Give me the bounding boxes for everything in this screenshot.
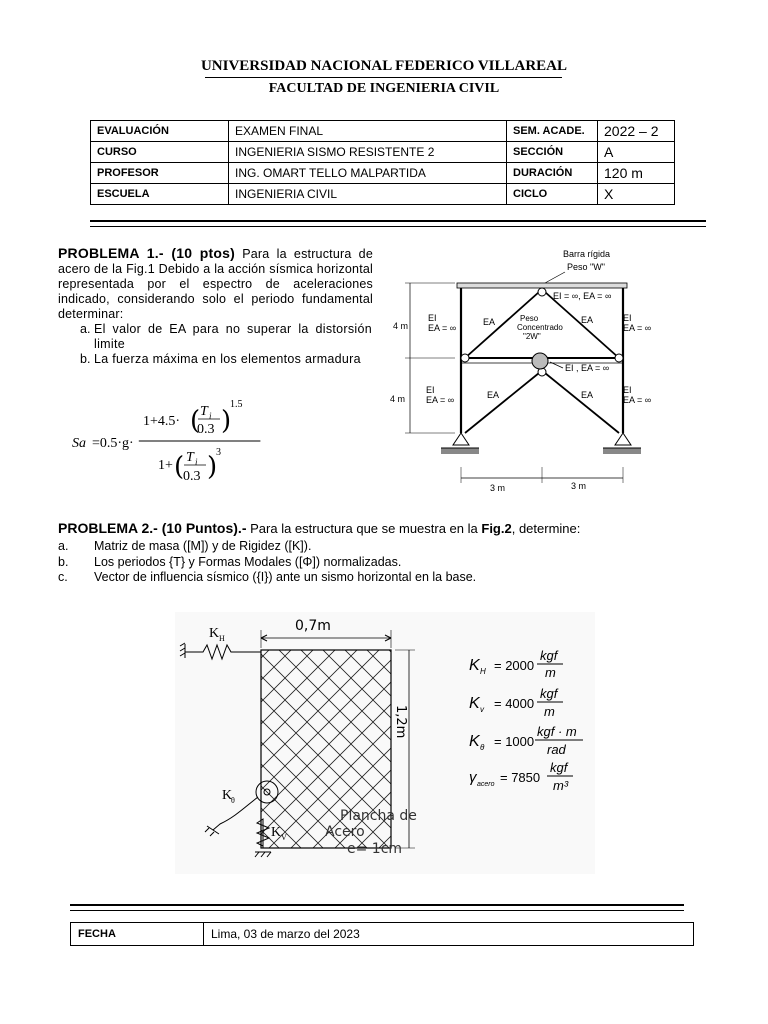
param-sub: H [480,667,486,676]
table-key: CURSO [91,142,229,163]
exam-info-table [90,120,675,205]
param-den: m [544,704,555,719]
table-value: INGENIERIA SISMO RESISTENTE 2 [229,142,507,163]
list-text: Los periodos {T} y Formas Modales ([Φ]) normalizadas. [94,555,402,569]
fig1-label-ei: EI [623,313,632,323]
list-label: a. [58,539,69,553]
table-value: 120 m [598,163,675,184]
param-sub: acero [477,781,495,788]
formula-denom: 0.3 [183,469,201,484]
date-label: FECHA [71,923,204,946]
formula-den-exp: 3 [216,447,221,458]
table-key: EVALUACIÓN [91,121,229,142]
fig1-label-ei: EI [428,313,437,323]
concentrated-mass [532,353,548,369]
svg-text:): ) [221,406,232,436]
param-value: = 4000 [494,696,535,711]
param-den: m [545,665,556,680]
date-table [70,922,694,946]
problem2-intro: Para la estructura que se muestra en la [250,521,478,536]
fig1-dim-h1: 4 m [393,321,409,331]
param-symbol: γ [469,769,477,786]
problem1-statement [58,246,373,322]
table-key: DURACIÓN [507,163,598,184]
fig2-dim-height: 1,2m [393,705,408,739]
table-row [71,923,694,946]
table-key: SEM. ACADE. [507,121,598,142]
brace [545,373,619,433]
fig1-dim-h2: 4 m [390,394,406,404]
problem2-title: PROBLEMA 2.- (10 Puntos).- [58,520,247,536]
table-key: ESCUELA [91,184,229,205]
list-text: Matriz de masa ([M]) y de Rigidez ([K]). [94,539,312,553]
list-label: a. [80,322,91,336]
formula-num-exp: 1.5 [230,399,243,410]
formula-lhs: Sa [72,436,86,451]
table-row [91,184,675,205]
problem1-title: PROBLEMA 1.- (10 ptos) [58,245,235,261]
date-value: Lima, 03 de marzo del 2023 [204,923,694,946]
section-divider [70,904,684,911]
fig1-label-ei-mid: EI , EA = ∞ [565,363,610,373]
param-symbol: K [469,733,480,750]
fig1-label-ei: EI [623,385,632,395]
formula-den-prefix: 1+ [158,458,173,473]
param-sub: θ [480,743,485,752]
param-den: m³ [553,778,569,793]
table-value: A [598,142,675,163]
fig1-label-barra: Barra rígida [563,249,611,259]
param-num: kgf [550,760,568,775]
fig2-plate-label1: Plancha de [340,808,417,824]
figure1-frame [385,245,665,495]
fig1-label-ea-inf: EA = ∞ [428,323,457,333]
formula-ti-sub: i [209,411,212,421]
university-name: UNIVERSIDAD NACIONAL FEDERICO VILLAREAL [200,58,568,74]
param-value: = 2000 [494,658,535,673]
fig1-dim-w-right: 3 m [571,481,587,491]
list-item [80,322,372,352]
spectrum-formula [70,395,270,490]
fig1-label-ea: EA [581,390,594,400]
fig2-plate-label3: e= 1cm [347,841,403,857]
fig1-label-ea: EA [483,317,496,327]
param-num: kgf [540,686,558,701]
fig1-label-peso-w: Peso "W" [567,262,605,272]
table-row [91,163,675,184]
list-item [58,539,748,553]
param-num: kgf [540,648,558,663]
table-value: EXAMEN FINAL [229,121,507,142]
fig2-plate-label2: Acero [325,824,365,840]
fig1-label-ei-top: EI = ∞, EA = ∞ [553,291,612,301]
svg-text:(: ( [190,406,201,436]
list-item [80,352,372,367]
fig2-label-kv-sub: V [281,833,287,842]
list-text: El valor de EA para no superar la distorsión limite [94,322,372,351]
fig1-label-ea-inf: EA = ∞ [623,323,652,333]
problem2-intro-end: , determine: [511,521,581,536]
svg-text:(: ( [174,452,185,482]
table-row [91,142,675,163]
fig1-label-ea: EA [487,390,500,400]
list-item [58,555,748,569]
fig2-label-kv: K [271,825,282,840]
problem2-statement [58,520,748,536]
fig2-label-ktheta-sub: θ [231,796,235,805]
fig1-label-ea-inf: EA = ∞ [623,395,652,405]
table-value: 2022 – 2 [598,121,675,142]
rigid-beam [457,283,627,288]
list-item [58,570,748,584]
problem1-list [80,322,372,367]
fig1-label-ea-inf: EA = ∞ [426,395,455,405]
formula-ti: T [186,450,194,465]
table-value: ING. OMART TELLO MALPARTIDA [229,163,507,184]
problem1-text: Para la estructura de acero de la Fig.1 Debido a la acción sísmica horizontal representada por el espectro de aceleraciones indicado, considerando solo el periodo fundamental determinar: [58,247,373,321]
formula-eq: =0.5·g· [92,436,134,451]
problem2-fig-ref: Fig.2 [481,521,512,536]
list-text: Vector de influencia sísmico ({I}) ante un sismo horizontal en la base. [94,570,477,584]
fig1-dim-w-left: 3 m [490,483,506,493]
brace [465,373,539,433]
table-key: SECCIÓN [507,142,598,163]
param-value: = 7850 [500,770,541,785]
list-text: La fuerza máxima en los elementos armadura [94,352,361,366]
fig2-label-ktheta: K [222,788,233,803]
table-key: CICLO [507,184,598,205]
list-label: b. [58,555,69,569]
param-symbol: K [469,657,480,674]
fig1-label-2w: "2W" [523,332,541,341]
param-den: rad [547,742,566,757]
svg-text:): ) [207,452,218,482]
header-underline [205,77,562,78]
table-key: PROFESOR [91,163,229,184]
param-value: = 1000 [494,734,535,749]
fig2-dim-width: 0,7m [295,618,331,634]
faculty-name: FACULTAD DE INGENIERIA CIVIL [268,81,500,96]
param-symbol: K [469,695,480,712]
fig2-label-kh-sub: H [219,634,225,643]
formula-num-prefix: 1+4.5· [143,414,181,429]
fig1-label-peso: Peso [520,314,539,323]
formula-denom: 0.3 [197,422,215,437]
fig1-label-ei: EI [426,385,435,395]
param-num: kgf · m [537,724,577,739]
fig1-label-concentrado: Concentrado [517,323,563,332]
section-divider [90,220,706,227]
table-value: X [598,184,675,205]
fig2-label-kh: K [209,626,220,641]
formula-ti: T [200,404,208,419]
fig1-label-ea: EA [581,315,594,325]
figure2-plate [175,612,595,874]
table-value: INGENIERIA CIVIL [229,184,507,205]
param-sub: v [480,705,484,714]
list-label: c. [58,570,68,584]
table-row [91,121,675,142]
list-label: b. [80,352,91,366]
formula-ti-sub: i [195,457,198,467]
